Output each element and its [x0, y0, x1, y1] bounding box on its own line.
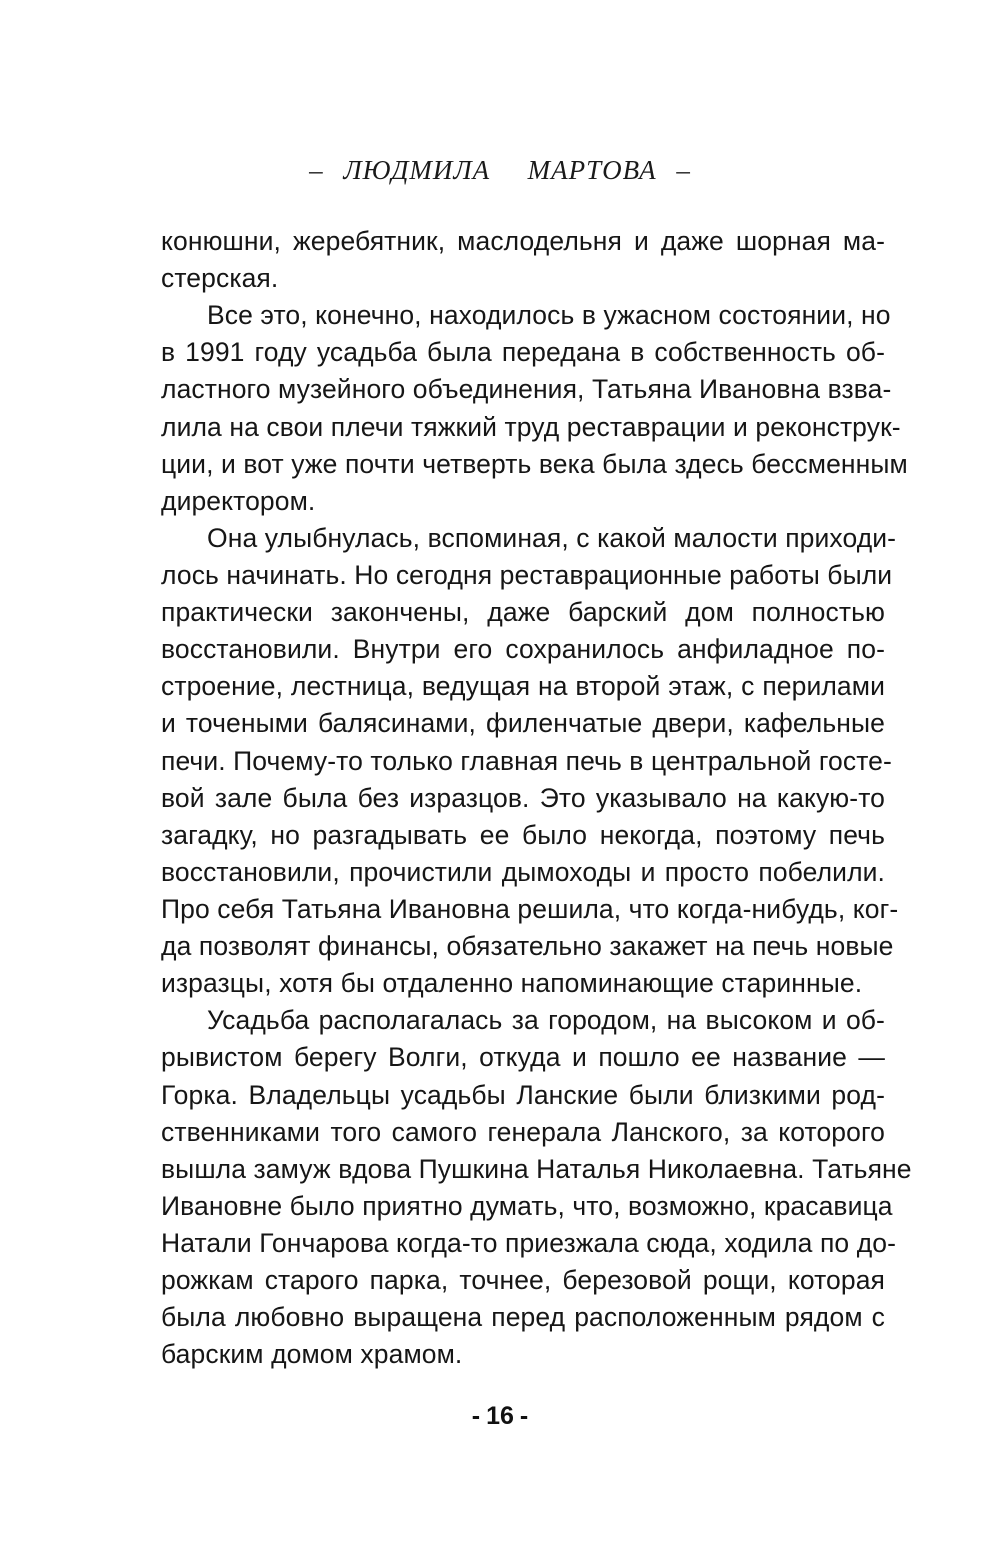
text-line: вой зале была без изразцов. Это указывало на какую-то: [161, 782, 885, 813]
page-number: [0, 1402, 1000, 1431]
text-line: загадку, но разгадывать ее было некогда, поэтому печь: [161, 819, 885, 850]
text-line: печи. Почему-то только главная печь в центральной госте-: [161, 745, 892, 776]
text-line: Она улыбнулась, вспоминая, с какой малости приходи-: [207, 522, 897, 553]
text-line: практически закончены, даже барский дом полностью: [161, 597, 885, 628]
text-line: Про себя Татьяна Ивановна решила, что когда-нибудь, ког-: [161, 893, 899, 924]
page-number-dash-left: -: [471, 1402, 481, 1430]
running-head: [0, 155, 1000, 186]
text-line: директором.: [161, 485, 316, 516]
text-line: ственниками того самого генерала Ланского, за которого: [161, 1116, 885, 1147]
header-dash-right: –: [676, 155, 691, 185]
text-line: конюшни, жеребятник, маслодельня и даже шорная ма-: [161, 226, 885, 256]
text-line: рывистом берегу Волги, откуда и пошло ее название —: [161, 1042, 885, 1073]
text-line: лось начинать. Но сегодня реставрационные работы были: [161, 559, 893, 590]
text-line: строение, лестница, ведущая на второй этаж, с перилами: [161, 671, 885, 702]
text-line: вышла замуж вдова Пушкина Наталья Николаевна. Татьяне: [161, 1153, 912, 1184]
page-number-dash-right: -: [519, 1402, 529, 1430]
text-line: барским домом храмом.: [161, 1339, 463, 1370]
body-text: [161, 223, 912, 1373]
text-line: изразцы, хотя бы отдаленно напоминающие старинные.: [161, 968, 863, 999]
text-line: восстановили. Внутри его сохранилось анфиладное по-: [161, 634, 885, 665]
text-line: Натали Гончарова когда-то приезжала сюда, ходила по до-: [161, 1227, 897, 1258]
text-line: ции, и вот уже почти четверть века была здесь бессменным: [161, 448, 908, 479]
text-line: да позволят финансы, обязательно закажет на печь новые: [161, 931, 894, 962]
text-line: ластного музейного объединения, Татьяна Ивановна взва-: [161, 374, 892, 405]
author-first-name: ЛЮДМИЛА: [343, 155, 491, 185]
text-line: рожкам старого парка, точнее, березовой рощи, которая: [161, 1265, 885, 1296]
text-line: восстановили, прочистили дымоходы и просто побелили.: [161, 856, 885, 887]
header-dash-left: –: [309, 155, 324, 185]
text-line: Ивановне было приятно думать, что, возможно, красавица: [161, 1190, 893, 1221]
text-line: в 1991 году усадьба была передана в собственность об-: [161, 337, 885, 368]
text-line: Горка. Владельцы усадьбы Ланские были близкими род-: [161, 1079, 885, 1110]
text-line: лила на свои плечи тяжкий труд реставрации и реконструк-: [161, 411, 901, 442]
text-line: и точеными балясинами, филенчатые двери, кафельные: [161, 708, 885, 739]
text-line: стерская.: [161, 263, 279, 294]
text-line: Все это, конечно, находилось в ужасном состоянии, но: [207, 300, 891, 331]
author-last-name: МАРТОВА: [527, 155, 657, 185]
page-number-value: 16: [486, 1402, 514, 1430]
text-line: Усадьба располагалась за городом, на высоком и об-: [207, 1005, 885, 1036]
text-line: была любовно выращена перед расположенным рядом с: [161, 1302, 885, 1333]
